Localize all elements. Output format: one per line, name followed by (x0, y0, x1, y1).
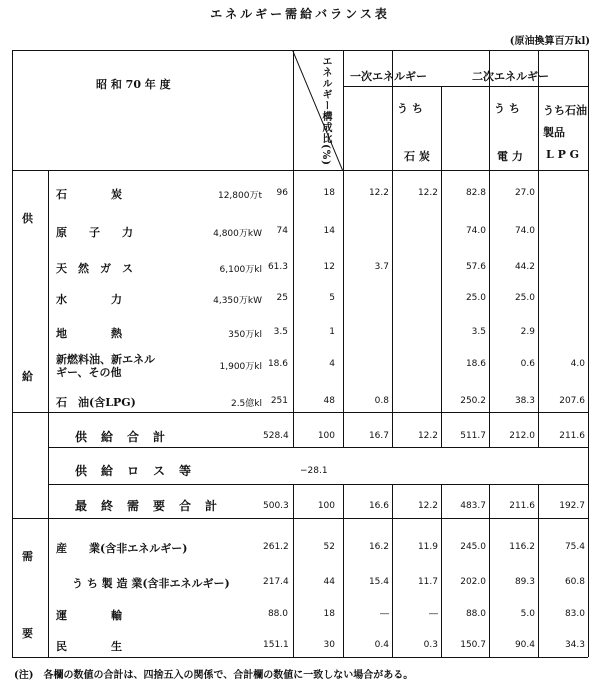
supply-label: 石 油(含LPG) (56, 396, 136, 409)
cell-secondary: 150.7 (460, 640, 486, 650)
cell-coal: 12.2 (417, 431, 438, 441)
cell-power: 38.3 (514, 396, 535, 406)
supply-label: 天 然 ガ ス (56, 262, 133, 275)
secondary-power-label: 電 力 (497, 150, 523, 163)
side-sep-rule-mid (48, 412, 49, 518)
cell-v1: 528.4 (263, 431, 289, 441)
col-share-rule-total (343, 412, 344, 447)
demand-label: 運 輸 (56, 609, 122, 622)
secondary-uchi-label: う ち (494, 102, 520, 115)
cell-v1: 261.2 (263, 542, 289, 552)
col-v1-rule-total (293, 412, 294, 447)
cell-power: 0.6 (520, 359, 535, 369)
final-end-rule (12, 518, 588, 519)
cell-amount: 1,900万kl (219, 362, 262, 372)
cell-v1: 500.3 (263, 501, 289, 511)
cell-primary: 16.6 (368, 501, 389, 511)
col-pow-rule-b (538, 86, 539, 447)
primary-header: 一次エネルギー (350, 70, 427, 83)
supply-label: 新燃料油、新エネル (56, 353, 155, 366)
cell-share: 14 (323, 226, 335, 236)
cell-v1: 251 (270, 396, 288, 406)
cell-power: 25.0 (514, 293, 535, 303)
cell-share: 48 (323, 396, 335, 406)
cell-share: 4 (329, 359, 335, 369)
supply-loss-value: −28.1 (300, 466, 328, 476)
cell-coal: 11.7 (417, 577, 438, 587)
cell-v1: 217.4 (263, 577, 289, 587)
cell-coal: 12.2 (417, 501, 438, 511)
cell-power: 90.4 (514, 640, 535, 650)
cell-secondary: 57.6 (465, 262, 486, 272)
cell-coal: 0.3 (423, 640, 438, 650)
cell-share: 100 (317, 501, 335, 511)
secondary-header: 二次エネルギー (472, 70, 549, 83)
cell-primary: 16.2 (368, 542, 389, 552)
header-top-rule (12, 50, 588, 51)
cell-power: 27.0 (514, 188, 535, 198)
supply-end-rule (12, 412, 588, 413)
cell-primary: 0.4 (374, 640, 389, 650)
cell-power: 211.6 (509, 501, 535, 511)
unit-label: (原油換算百万kl) (509, 36, 590, 47)
cell-power: 89.3 (514, 577, 535, 587)
cell-oil: 34.3 (564, 640, 585, 650)
cell-v1: 96 (276, 188, 288, 198)
side-label-supply-top: 供 (22, 212, 33, 225)
primary-uchi-label: う ち (397, 102, 423, 115)
supply-label: 水 力 (56, 293, 122, 306)
cell-oil: 211.6 (559, 431, 585, 441)
cell-secondary: 245.0 (460, 542, 486, 552)
cell-oil: 4.0 (570, 359, 585, 369)
cell-oil: 192.7 (559, 501, 585, 511)
cell-primary: 15.4 (368, 577, 389, 587)
cell-primary: 0.8 (374, 396, 389, 406)
cell-secondary: 511.7 (460, 431, 486, 441)
cell-secondary: 202.0 (460, 577, 486, 587)
cell-secondary: 3.5 (471, 327, 486, 337)
cell-coal: 11.9 (417, 542, 438, 552)
cell-coal: ― (429, 609, 438, 619)
table-right-rule (588, 50, 589, 657)
cell-secondary: 88.0 (465, 609, 486, 619)
cell-secondary: 25.0 (465, 293, 486, 303)
secondary-lpg-label: L P G (546, 148, 580, 161)
cell-coal: 12.2 (417, 188, 438, 198)
cell-oil: 60.8 (564, 577, 585, 587)
cell-amount: 2.5億kl (230, 399, 262, 409)
supply-label: 地 熱 (56, 327, 122, 340)
year-header: 昭 和 70 年 度 (96, 78, 171, 91)
cell-oil: 83.0 (564, 609, 585, 619)
cell-amount: 4,800万kW (213, 229, 262, 239)
cell-power: 116.2 (509, 542, 535, 552)
header-mid-rule (343, 86, 588, 87)
cell-primary: ― (380, 609, 389, 619)
cell-v1: 18.6 (267, 359, 288, 369)
cell-share: 30 (323, 640, 335, 650)
cell-secondary: 250.2 (460, 396, 486, 406)
cell-v1: 3.5 (273, 327, 288, 337)
cell-secondary: 82.8 (465, 188, 486, 198)
cell-v1: 151.1 (263, 640, 289, 650)
supply-label-line2: ギー、その他 (56, 366, 122, 379)
cell-share: 44 (323, 577, 335, 587)
cell-amount: 350万kl (228, 330, 262, 340)
side-sep-rule-demand (48, 518, 49, 657)
cell-primary: 16.7 (368, 431, 389, 441)
demand-label: 民 生 (56, 640, 122, 653)
loss-end-rule (48, 484, 588, 485)
cell-share: 100 (317, 431, 335, 441)
cell-share: 1 (329, 327, 335, 337)
supply-loss-label: 供給ロス等 (75, 464, 206, 478)
cell-primary: 12.2 (368, 188, 389, 198)
cell-v1: 25 (276, 293, 288, 303)
supply-total-label: 供給合計 (75, 430, 180, 444)
side-sep-rule (48, 170, 49, 412)
cell-v1: 88.0 (267, 609, 288, 619)
cell-share: 18 (323, 188, 335, 198)
page-title: エネルギー需給バランス表 (210, 7, 390, 21)
cell-power: 44.2 (514, 262, 535, 272)
cell-share: 12 (323, 262, 335, 272)
cell-v1: 74 (276, 226, 288, 236)
footnote: (注) 各欄の数値の合計は、四捨五入の関係で、合計欄の数値に一致しない場合がある。 (14, 670, 414, 681)
demand-label: う ち 製 造 業(含非エネルギー) (72, 577, 230, 590)
secondary-oil-label: うち石油製品 (543, 104, 587, 139)
final-total-label: 最終需要合計 (75, 499, 232, 513)
cell-secondary: 483.7 (460, 501, 486, 511)
cell-share: 52 (323, 542, 335, 552)
cell-amount: 4,350万kW (213, 296, 262, 306)
cell-share: 5 (329, 293, 335, 303)
total-end-rule (48, 447, 588, 448)
cell-oil: 75.4 (564, 542, 585, 552)
primary-coal-label: 石 炭 (404, 150, 430, 163)
cell-secondary: 18.6 (465, 359, 486, 369)
share-header: エネルギー構成比(%) (320, 56, 331, 166)
cell-power: 74.0 (514, 226, 535, 236)
col-rule-1 (489, 50, 490, 447)
col-share-rule (343, 50, 344, 412)
cell-power: 212.0 (509, 431, 535, 441)
col-rule-0 (392, 50, 393, 447)
cell-secondary: 74.0 (465, 226, 486, 236)
header-bottom-rule (12, 170, 588, 171)
demand-label: 産 業(含非エネルギー) (56, 542, 188, 555)
cell-amount: 6,100万kl (219, 265, 262, 275)
table-left-rule (12, 50, 13, 657)
cell-amount: 12,800万t (217, 191, 262, 201)
cell-power: 5.0 (520, 609, 535, 619)
supply-label: 原 子 力 (56, 226, 133, 239)
side-label-supply-bottom: 給 (22, 370, 33, 383)
table-bottom-rule (12, 657, 588, 658)
side-label-demand-top: 需 (22, 550, 33, 563)
cell-primary: 3.7 (374, 262, 389, 272)
supply-label: 石 炭 (56, 188, 122, 201)
cell-v1: 61.3 (267, 262, 288, 272)
cell-oil: 207.6 (559, 396, 585, 406)
cell-power: 2.9 (520, 327, 535, 337)
side-label-demand-bottom: 要 (22, 627, 33, 640)
cell-share: 18 (323, 609, 335, 619)
